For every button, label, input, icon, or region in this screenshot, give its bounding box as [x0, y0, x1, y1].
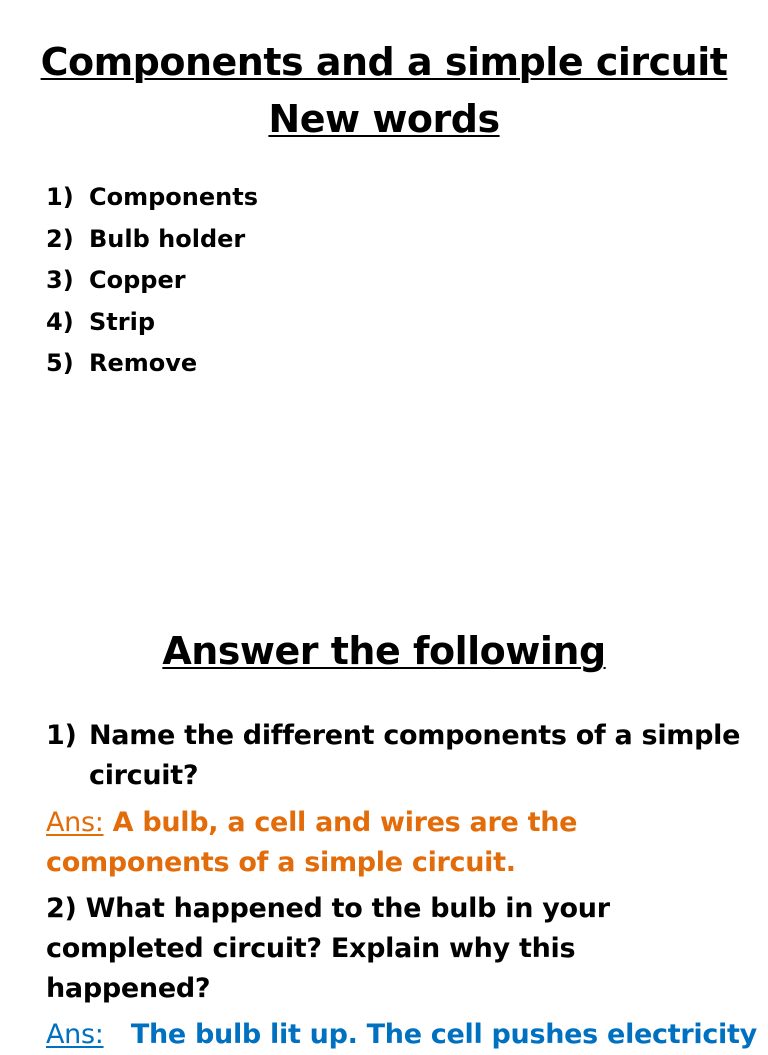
page-subtitle: New words	[268, 97, 500, 141]
answer-text: A bulb, a cell and wires are the components of a simple circuit.	[46, 807, 578, 878]
list-number: 5)	[46, 349, 74, 378]
title-block	[0, 34, 768, 148]
question-2: 2) What happened to the bulb in your completed circuit? Explain why this happened?	[46, 893, 610, 1004]
answer-2	[46, 1015, 757, 1055]
new-words-list	[46, 177, 258, 385]
list-item	[46, 260, 258, 302]
list-number: 2)	[46, 224, 74, 253]
list-number: 4)	[46, 307, 74, 336]
page-title: Components and a simple circuit	[40, 40, 728, 84]
list-word: Bulb holder	[89, 224, 246, 253]
answer-1	[46, 803, 746, 883]
list-number: 3)	[46, 266, 74, 295]
answer-text: The bulb lit up. The cell pushes electricity	[103, 1019, 757, 1050]
list-item	[46, 302, 258, 344]
answer-label: Ans:	[46, 807, 104, 838]
list-item	[46, 343, 258, 385]
question-1	[46, 716, 746, 796]
list-item	[46, 219, 258, 261]
question-text: Name the different components of a simple circuit?	[89, 720, 741, 791]
list-word: Remove	[89, 349, 198, 378]
list-word: Components	[89, 183, 258, 211]
list-word: Copper	[89, 266, 186, 295]
question-number: 1)	[46, 720, 77, 751]
list-item	[46, 177, 258, 219]
list-word: Strip	[89, 307, 155, 336]
answer-label: Ans:	[46, 1019, 104, 1050]
questions-section	[46, 716, 757, 1055]
section-heading: Answer the following	[162, 629, 606, 673]
list-number: 1)	[46, 183, 74, 211]
